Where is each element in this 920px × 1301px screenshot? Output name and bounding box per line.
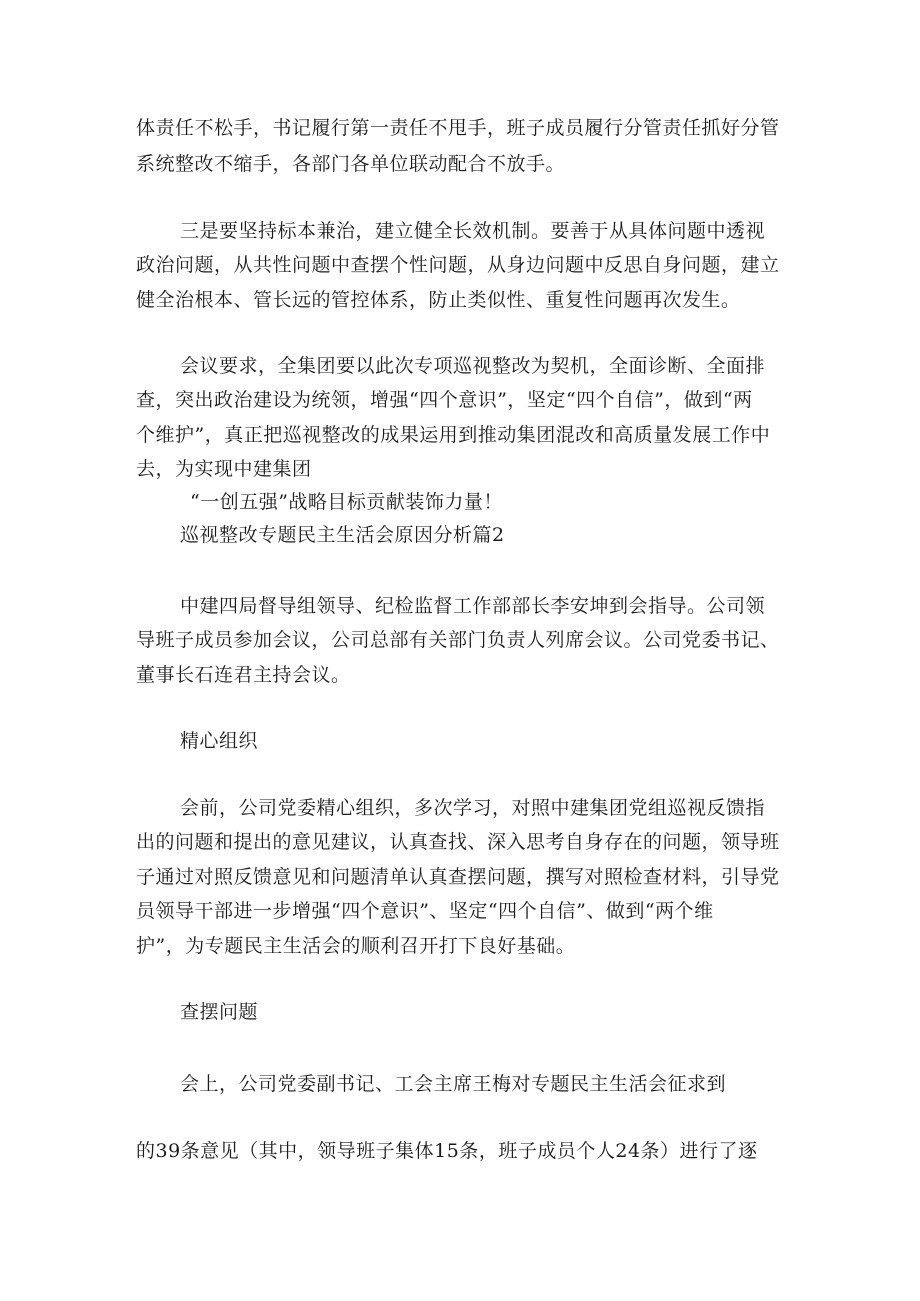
paragraph-line: 会上，公司党委副书记、工会主席王梅对专题民主生活会征求到 [180,1073,727,1095]
paragraph-line: 出的问题和提出的意见建议，认真查找、深入思考自身存在的问题，领导班 [136,831,780,853]
paragraph-line: 导班子成员参加会议，公司总部有关部门负责人列席会议。公司党委书记、 [136,629,780,651]
paragraph-line: 董事长石连君主持会议。 [136,664,351,686]
paragraph-line: 查，突出政治建设为统领，增强“四个意识”，坚定“四个自信”，做到“两 [136,389,753,411]
paragraph-line: 的39条意见（其中，领导班子集体15条，班子成员个人24条）进行了逐 [136,1140,758,1162]
subheading: 精心组织 [180,730,259,752]
paragraph-line: 员领导干部进一步增强“四个意识”、坚定“四个自信”、做到“两个维 [136,900,714,922]
paragraph-line: 政治问题，从共性问题中查摆个性问题，从身边问题中反思自身问题，建立 [136,254,780,276]
paragraph-line: 个维护”，真正把巡视整改的成果运用到推动集团混改和高质量发展工作中 [136,424,771,446]
paragraph-line: 三是要坚持标本兼治，建立健全长效机制。要善于从具体问题中透视 [180,220,766,242]
paragraph-line: 会前，公司党委精心组织，多次学习，对照中建集团党组巡视反馈指 [180,797,766,819]
section-heading: 巡视整改专题民主生活会原因分析篇2 [180,524,505,546]
paragraph-line: 系统整改不缩手，各部门各单位联动配合不放手。 [136,153,566,175]
paragraph-line: 护”，为专题民主生活会的顺利召开打下良好基础。 [136,935,576,957]
paragraph-line: 会议要求，全集团要以此次专项巡视整改为契机，全面诊断、全面排 [180,355,766,377]
paragraph-line: 去，为实现中建集团 [136,458,312,480]
subheading: 查摆问题 [180,1001,259,1023]
paragraph-line: 体责任不松手，书记履行第一责任不甩手，班子成员履行分管责任抓好分管 [136,117,780,139]
paragraph-line: 子通过对照反馈意见和问题清单认真查摆问题，撰写对照检查材料，引导党 [136,866,780,888]
paragraph-line: “一创五强”战略目标贡献装饰力量！ [190,491,503,513]
paragraph-line: 健全治根本、管长远的管控体系，防止类似性、重复性问题再次发生。 [136,289,741,311]
paragraph-line: 中建四局督导组领导、纪检监督工作部部长李安坤到会指导。公司领 [180,595,766,617]
